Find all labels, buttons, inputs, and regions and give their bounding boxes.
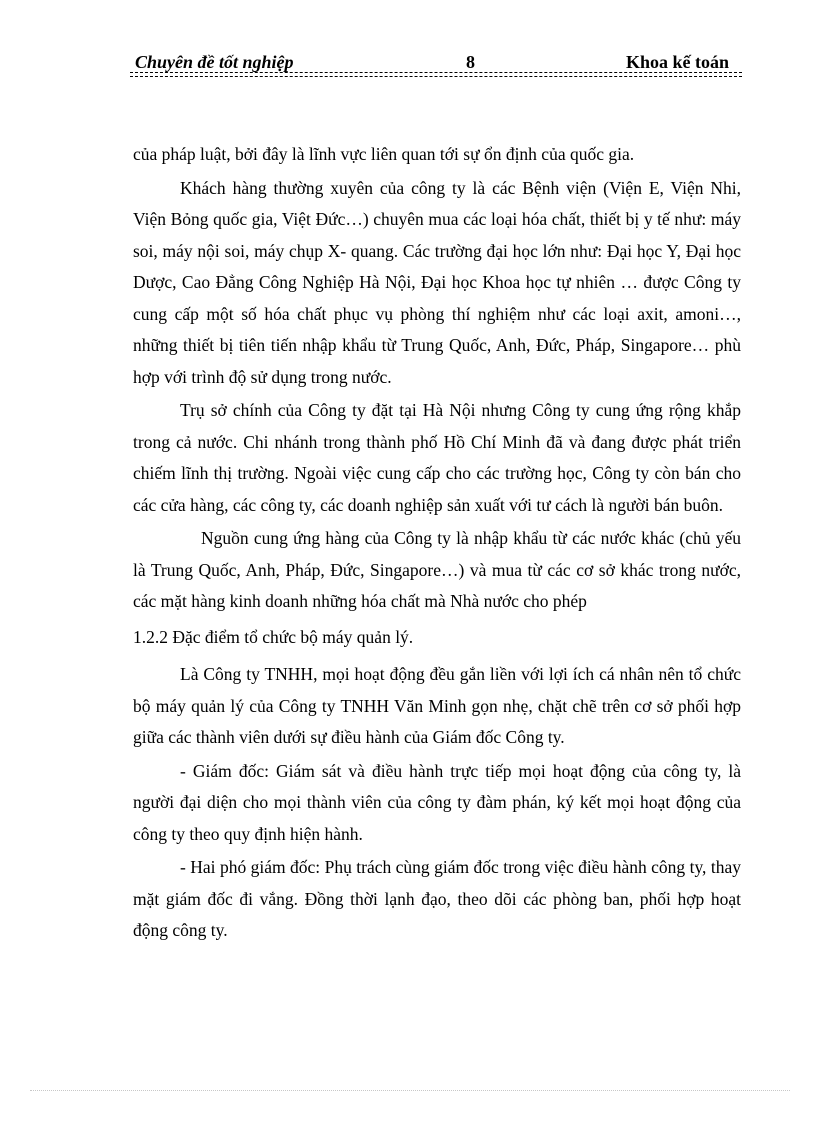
paragraph-headquarters: Trụ sở chính của Công ty đặt tại Hà Nội nhưng Công ty cung ứng rộng khắp trong cả nước. Chi nhánh trong thành phố Hồ Chí Minh đã và đang được phát triển chiếm lĩnh thị trường. Ngoài việc cung cấp cho các trường học, Công ty còn bán cho các cửa hàng, các công ty, các doanh nghiệp sản xuất với tư cách là người bán buôn.: [133, 400, 741, 515]
paragraph-customers: Khách hàng thường xuyên của công ty là các Bệnh viện (Viện E, Viện Nhi, Viện Bỏng quốc gia, Việt Đức…) chuyên mua các loại hóa chất, thiết bị y tế như: máy soi, máy nội soi, máy chụp X- quang. Các trường đại học lớn như: Đại học Y, Đại học Dược, Cao Đẳng Công Nghiệp Hà Nội, Đại học Khoa học tự nhiên … được Công ty cung cấp một số hóa chất phục vụ phòng thí nghiệm như các loại axit, amoni…, những thiết bị tiên tiến nhập khẩu từ Trung Quốc, Anh, Đức, Pháp, Singapore… phù hợp với trình độ sử dụng trong nước.: [133, 177, 741, 387]
page-number: 8: [466, 52, 475, 72]
paragraph-supply-sources: Nguồn cung ứng hàng của Công ty là nhập khẩu từ các nước khác (chủ yếu là Trung Quốc, Anh, Pháp, Đức, Singapore…) và mua từ các cơ sở khác trong nước, các mặt hàng kinh doanh những hóa chất mà Nhà nước cho phép: [133, 528, 741, 611]
footer-divider: [30, 1090, 790, 1091]
header-divider-double: [130, 76, 742, 77]
header-department: Khoa kế toán: [625, 52, 729, 72]
section-heading: 1.2.2 Đặc điểm tổ chức bộ máy quản lý.: [133, 626, 414, 647]
paragraph-continuation: của pháp luật, bởi đây là lĩnh vực liên quan tới sự ổn định của quốc gia.: [133, 144, 635, 164]
header-title: Chuyên đề tốt nghiệp: [135, 52, 294, 72]
document-body: [133, 139, 741, 947]
paragraph-organization: Là Công ty TNHH, mọi hoạt động đều gắn liền với lợi ích cá nhân nên tổ chức bộ máy quản lý của Công ty TNHH Văn Minh gọn nhẹ, chặt chẽ trên cơ sở phối hợp giữa các thành viên dưới sự điều hành của Giám đốc Công ty.: [133, 664, 741, 747]
header-divider: [130, 72, 742, 73]
paragraph-director: - Giám đốc: Giám sát và điều hành trực tiếp mọi hoạt động của công ty, là người đại diện cho mọi thành viên của công ty đàm phán, ký kết mọi hoạt động của công ty theo quy định hiện hành.: [133, 760, 741, 844]
paragraph-deputy-directors: - Hai phó giám đốc: Phụ trách cùng giám đốc trong việc điều hành công ty, thay mặt giám đốc đi vắng. Đồng thời lạnh đạo, theo dõi các phòng ban, phối hợp hoạt động công ty.: [133, 857, 741, 940]
